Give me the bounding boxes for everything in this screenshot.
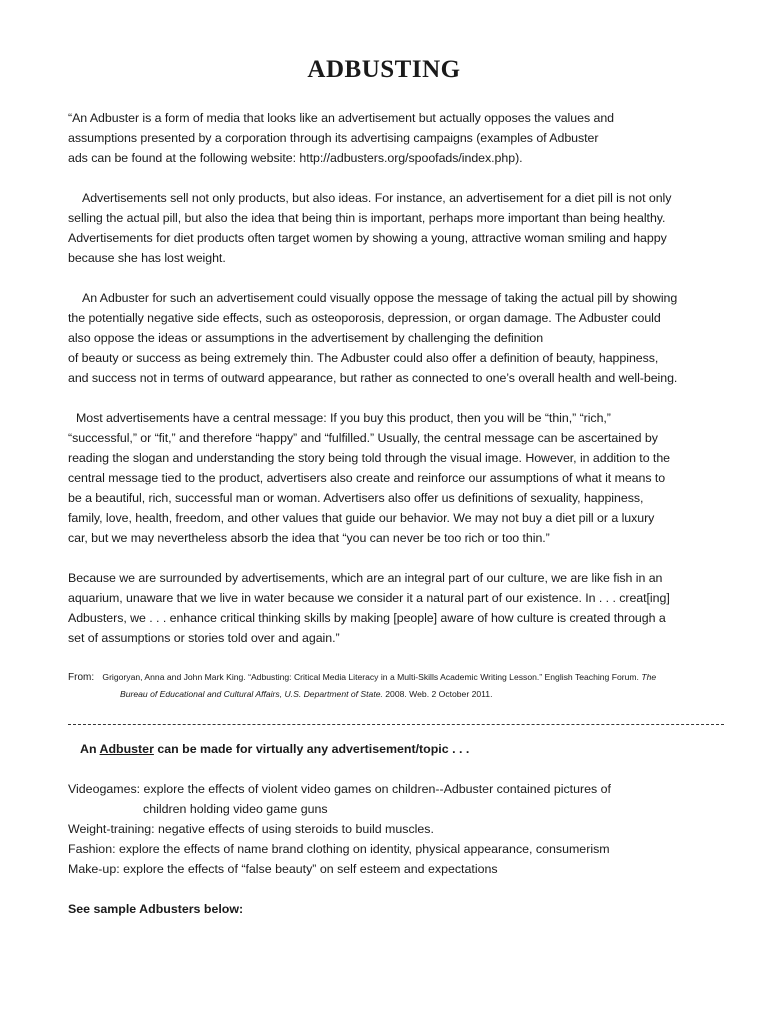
paragraph-3 (68, 288, 708, 388)
citation-date: 2008. Web. 2 October 2011. (385, 689, 493, 699)
text-line: car, but we may nevertheless absorb the idea that “you can never be too rich or too thin.” (68, 531, 550, 545)
citation-label: From: (68, 672, 95, 683)
heading-suffix: can be made for virtually any advertisement/topic . . . (157, 742, 470, 756)
citation-publisher-start: The (641, 672, 657, 682)
see-samples-label: See sample Adbusters below: (68, 902, 244, 916)
heading-underlined: Adbuster (99, 742, 154, 756)
text-line: of beauty or success as being extremely thin. The Adbuster could also offer a definition of beauty, happiness, (68, 351, 659, 365)
text-line: aquarium, unaware that we live in water because we consider it a natural part of our existence. In . . . creat[ing] (68, 591, 670, 605)
list-item: Fashion: explore the effects of name brand clothing on identity, physical appearance, consumerism (68, 842, 610, 856)
list-item-continuation: children holding video game guns (143, 802, 328, 816)
paragraph-5 (68, 568, 708, 648)
topics-list (68, 779, 708, 879)
list-item: Make-up: explore the effects of “false beauty” on self esteem and expectations (68, 862, 498, 876)
text-line: selling the actual pill, but also the idea that being thin is important, perhaps more important than being healthy. (68, 211, 666, 225)
paragraph-2 (68, 188, 708, 268)
text-line: An Adbuster for such an advertisement could visually oppose the message of taking the actual pill by showing (82, 291, 678, 305)
text-line: central message tied to the product, advertisers also create and reinforce our assumptions of what it means to (68, 471, 666, 485)
text-line: family, love, health, freedom, and other values that guide our behavior. We may not buy a diet pill or a luxury (68, 511, 655, 525)
text-line: “An Adbuster is a form of media that looks like an advertisement but actually opposes the values and (68, 111, 615, 125)
citation-line-1 (68, 669, 708, 686)
text-line: Because we are surrounded by advertisements, which are an integral part of our culture, we are like fish in an (68, 571, 663, 585)
text-line: the potentially negative side effects, such as osteoporosis, depression, or organ damage. The Adbuster could (68, 311, 661, 325)
page-title: ADBUSTING (307, 56, 461, 83)
quote-paragraph-1 (68, 108, 708, 168)
paragraph-4 (68, 408, 708, 548)
text-line: Advertisements for diet products often target women by showing a young, attractive woman smiling and happy (68, 231, 667, 245)
text-line: also oppose the ideas or assumptions in the advertisement by challenging the definition (68, 331, 544, 345)
citation-source: Grigoryan, Anna and John Mark King. “Adbusting: Critical Media Literacy in a Multi-Skills Academic Writing Lesson.” English Teaching Forum. (102, 672, 639, 682)
text-line: Adbusters, we . . . enhance critical thinking skills by making [people] aware of how culture is created through a (68, 611, 666, 625)
dashed-divider (68, 724, 724, 725)
text-line: be a beautiful, rich, successful man or woman. Advertisers also offer us definitions of sexuality, happiness, (68, 491, 644, 505)
text-line: ads can be found at the following website: http://adbusters.org/spoofads/index.php). (68, 151, 523, 165)
list-item: Videogames: explore the effects of violent video games on children--Adbuster contained pictures of (68, 782, 611, 796)
heading-prefix: An (80, 742, 97, 756)
text-line: Most advertisements have a central message: If you buy this product, then you will be “thin,” “rich,” (76, 411, 611, 425)
text-line: set of assumptions or stories told over and again.” (68, 631, 340, 645)
text-line: “successful,” or “fit,” and therefore “happy” and “fulfilled.” Usually, the central message can be ascertained by (68, 431, 658, 445)
text-line: because she has lost weight. (68, 251, 226, 265)
citation-publisher: Bureau of Educational and Cultural Affairs, U.S. Department of State. (120, 689, 383, 699)
citation-line-2 (68, 686, 708, 702)
list-item: Weight-training: negative effects of using steroids to build muscles. (68, 822, 434, 836)
text-line: assumptions presented by a corporation through its advertising campaigns (examples of Adbuster (68, 131, 599, 145)
text-line: and success not in terms of outward appearance, but rather as connected to one’s overall health and well-being. (68, 371, 678, 385)
citation (68, 669, 708, 702)
topics-heading (80, 739, 469, 759)
text-line: Advertisements sell not only products, but also ideas. For instance, an advertisement for a diet pill is not only (82, 191, 672, 205)
text-line: reading the slogan and understanding the story being told through the visual image. However, in addition to the (68, 451, 670, 465)
